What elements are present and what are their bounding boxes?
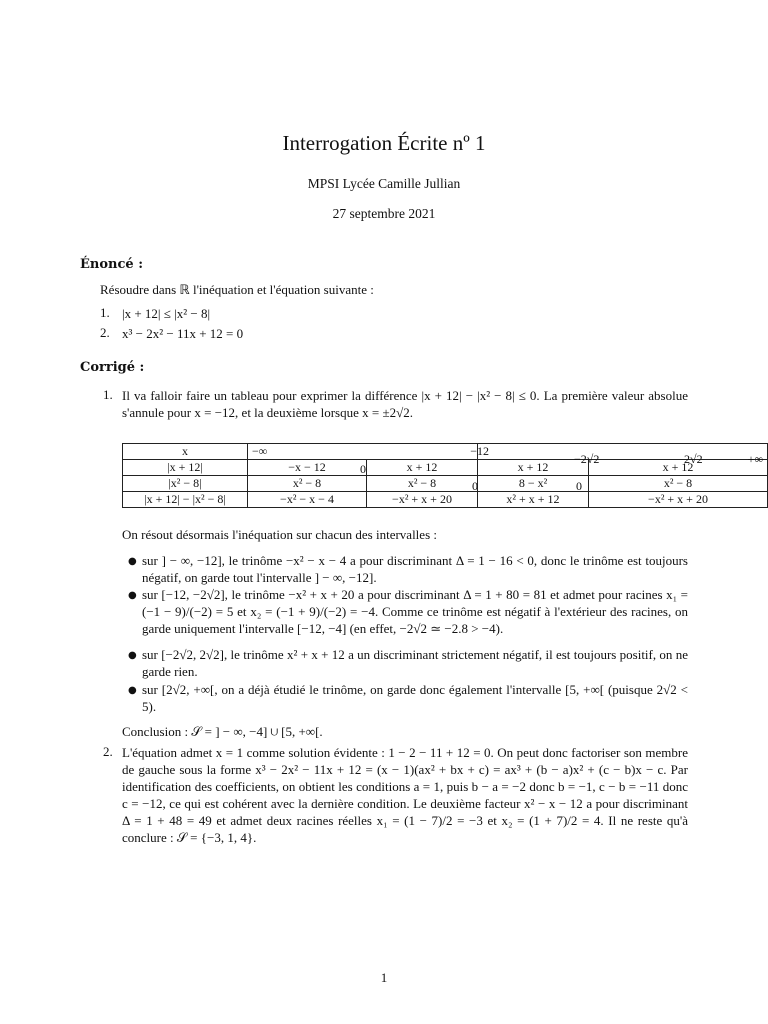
enonce-item-text: x³ − 2x² − 11x + 12 = 0 (122, 326, 244, 341)
page-subtitle: MPSI Lycée Camille Jullian (307, 176, 461, 191)
zero-marker: 0 (576, 479, 582, 493)
table-row (123, 492, 768, 508)
page-date: 27 septembre 2021 (332, 206, 436, 221)
sign-table (122, 443, 768, 508)
enonce-intro: Résoudre dans ℝ l'inéquation et l'équation suivante : (100, 282, 374, 297)
corrige-item-number: 2. (103, 744, 113, 759)
table-cell-text: −2√2 (574, 451, 600, 466)
bullet-icon: ● (128, 650, 137, 661)
table-cell: 8 − x² (478, 476, 589, 492)
table-cell: |x + 12| − |x² − 8| (123, 492, 248, 508)
resolution-intro: On résout désormais l'inéquation sur chacun des intervalles : (122, 527, 437, 542)
table-cell-text: 2√2 (684, 451, 703, 466)
table-cell: x + 12 (478, 460, 589, 476)
table-cell (248, 444, 489, 460)
table-row (123, 444, 768, 460)
table-cell: −x² + x + 20 (589, 492, 768, 508)
table-cell-text: −12 (470, 444, 489, 458)
section-heading-corrige: Corrigé : (80, 360, 145, 375)
table-cell: x + 12 (367, 460, 478, 476)
table-cell (478, 444, 768, 466)
page-title: Interrogation Écrite nº 1 (282, 131, 486, 155)
table-cell: |x + 12| (123, 460, 248, 476)
corrige-item1-text: Il va falloir faire un tableau pour exprimer la différence |x + 12| − |x² − 8| ≤ 0. La première valeur absolue s'annule pour x = −12, et la deuxième lorsque x = ±2√2. (122, 388, 688, 420)
table-cell: |x² − 8| (123, 476, 248, 492)
table-cell: x + 12 (589, 460, 768, 476)
corrige-item2-text: L'équation admet x = 1 comme solution évidente : 1 − 2 − 11 + 12 = 0. On peut donc factoriser son membre de gauche sous la forme x³ − 2x² − 11x + 12 = (x − 1)(ax² + bx + c) = ax³ + (b − a)x² + (c − b)x − c. Par identification des coefficients, on obtient les conditions a = 1, puis b − a = −2 donc b = −1, c − b = −11 donc c = −12, ce qui est cohérent avec la dernière condition. Le deuxième facteur x² − x − 12 a pour discriminant Δ = 1 + 48 = 49 et admet deux racines réelles x₁ = (1 − 7)/2 = −3 et x₂ = (1 + 7)/2 = 4. Il ne reste qu'à conclure : 𝒮 = {−3, 1, 4}. (122, 745, 688, 845)
table-cell: x (123, 444, 248, 460)
table-cell: −x² + x + 20 (367, 492, 478, 508)
table-cell: x² + x + 12 (478, 492, 589, 508)
list-item: sur [−12, −2√2], le trinôme −x² + x + 20 a pour discriminant Δ = 1 + 80 = 81 et admet pour racines x₁ = (−1 − 9)/(−2) = 5 et x₂ = (−1 + 9)/(−2) = −4. Comme ce trinôme est négatif à l'extérieur des racines, on garde uniquement l'intervalle [−12, −4] (en effet, −2√2 ≃ −2.8 > −4). (142, 587, 688, 636)
zero-marker: 0 (360, 462, 366, 476)
page-number: 1 (380, 970, 388, 985)
bullet-icon: ● (128, 556, 137, 567)
table-row (123, 460, 768, 476)
table-cell-text: −∞ (252, 444, 268, 458)
enonce-item-text: |x + 12| ≤ |x² − 8| (122, 306, 211, 321)
table-cell: −x² − x − 4 (248, 492, 367, 508)
corrige-item-number: 1. (103, 387, 113, 402)
table-row (123, 476, 768, 492)
bullet-icon: ● (128, 685, 137, 696)
bullet-icon: ● (128, 590, 137, 601)
conclusion: Conclusion : 𝒮 = ] − ∞, −4] ∪ [5, +∞[. (122, 724, 323, 739)
table-cell: x² − 8 (367, 476, 478, 492)
enonce-item-number: 1. (100, 305, 110, 320)
list-item: sur [2√2, +∞[, on a déjà étudié le trinôme, on garde donc également l'intervalle [5, +∞[ (puisque 2√2 < 5). (142, 682, 688, 714)
section-heading-enonce: Énoncé : (80, 257, 143, 272)
list-item: sur ] − ∞, −12], le trinôme −x² − x − 4 a pour discriminant Δ = 1 − 16 < 0, donc le trinôme est toujours négatif, on garde tout l'intervalle ] − ∞, −12]. (142, 553, 688, 585)
table-cell: −x − 12 (248, 460, 367, 476)
table-cell: x² − 8 (248, 476, 367, 492)
enonce-item-number: 2. (100, 325, 110, 340)
table-cell-text: +∞ (747, 451, 763, 466)
zero-marker: 0 (472, 479, 478, 493)
list-item: sur [−2√2, 2√2], le trinôme x² + x + 12 a un discriminant strictement négatif, il est toujours positif, on ne garde rien. (142, 647, 688, 679)
table-cell: x² − 8 (589, 476, 768, 492)
